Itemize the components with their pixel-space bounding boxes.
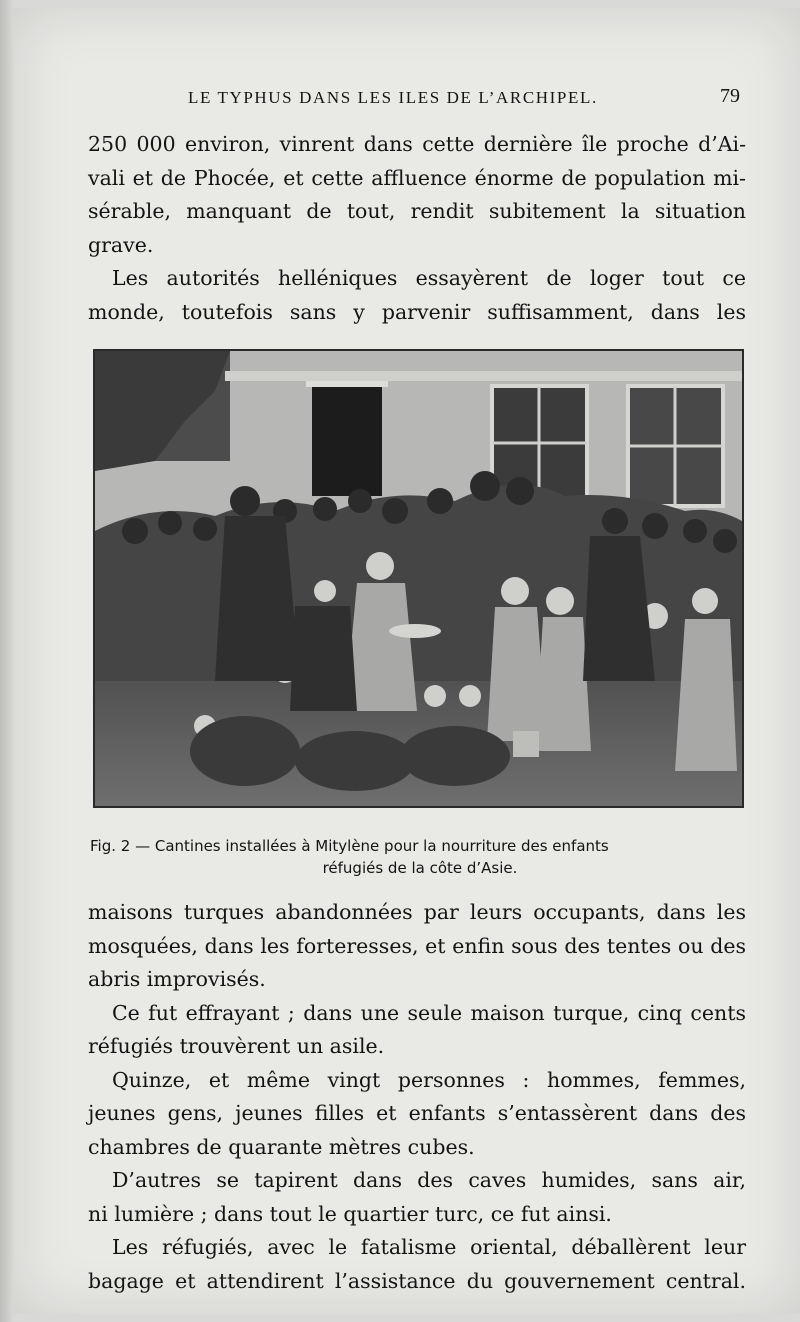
running-title: LE TYPHUS DANS LES ILES DE L’ARCHIPEL. (188, 88, 598, 107)
text-line: jeunes gens, jeunes filles et enfants s’entassèrent dans des (88, 1101, 746, 1125)
text-line: vali et de Phocée, et cette affluence énorme de population mi- (88, 165, 746, 190)
caption-line: Fig. 2 — Cantines installées à Mitylène pour la nourriture des enfants (90, 837, 609, 855)
photo-illustration (95, 351, 742, 806)
text-line: mosquées, dans les forteresses, et enfin sous des tentes ou des (88, 933, 746, 958)
caption-line: réfugiés de la côte d’Asie. (322, 859, 518, 877)
figure-caption (90, 835, 750, 879)
running-header (188, 85, 748, 108)
text-line: grave. (88, 232, 154, 257)
text-line: Les autorités helléniques essayèrent de loger tout ce (112, 266, 746, 290)
text-line: monde, toutefois sans y parvenir suffisamment, dans les (88, 299, 746, 324)
photo-figure (93, 349, 744, 808)
text-block-top (88, 128, 746, 329)
text-line: sérable, manquant de tout, rendit subitement la situation (88, 199, 746, 223)
text-line: 250 000 environ, vinrent dans cette dernière île proche d’Ai- (88, 132, 746, 156)
text-line: chambres de quarante mètres cubes. (88, 1134, 475, 1159)
text-line: Ce fut effrayant ; dans une seule maison turque, cinq cents (112, 1000, 746, 1025)
text-line: réfugiés trouvèrent un asile. (88, 1034, 385, 1058)
page-gutter (0, 0, 14, 1322)
text-line: Les réfugiés, avec le fatalisme oriental, déballèrent leur (112, 1235, 746, 1259)
text-block-bottom (88, 896, 746, 1298)
text-line: Quinze, et même vingt personnes : hommes, femmes, (112, 1067, 746, 1092)
text-line: D’autres se tapirent dans des caves humides, sans air, (112, 1168, 746, 1192)
text-line: abris improvisés. (88, 967, 266, 991)
page-number: 79 (720, 85, 740, 107)
text-line: bagage et attendirent l’assistance du gouvernement central. (88, 1268, 746, 1293)
text-line: ni lumière ; dans tout le quartier turc, ce fut ainsi. (88, 1201, 612, 1226)
text-line: maisons turques abandonnées par leurs occupants, dans les (88, 900, 746, 924)
